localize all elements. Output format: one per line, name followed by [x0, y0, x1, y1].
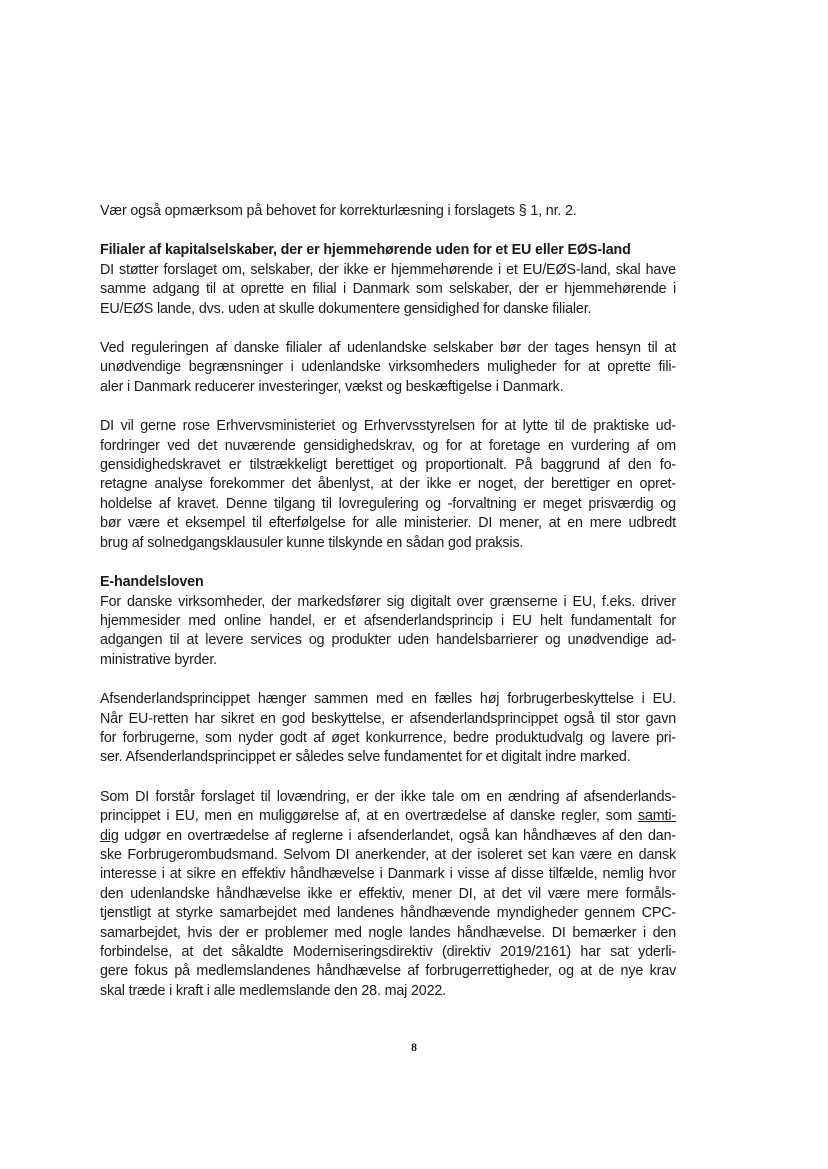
text-line: samarbejdet, hvis der er problemer med nogle landes håndhævelse. DI bemærker i den	[100, 924, 676, 941]
heading-text: Filialer af kapitalselskaber, der er hjemmehørende uden for et EU eller EØS-land	[100, 242, 631, 259]
text-line: EU/EØS lande, dvs. uden at skulle dokumentere gensidighed for danske filialer.	[100, 300, 592, 317]
text-line: unødvendige begrænsninger i udenlandske virksomheders muligheder for at oprette fili-	[100, 359, 676, 376]
text-line: DI vil gerne rose Erhvervsministeriet og Erhvervsstyrelsen for at lytte til de praktiske ud-	[100, 418, 676, 435]
heading-text: E-handelsloven	[100, 574, 204, 591]
text-segment: udgør en overtrædelse af reglerne i afsenderlandet, også kan håndhæves af den dan-	[118, 827, 676, 844]
text-line	[100, 827, 676, 846]
page-number: 8	[411, 1040, 417, 1054]
text-line: den udenlandske håndhævelse ikke er effektiv, mener DI, at det vil være mere formåls-	[100, 885, 676, 902]
paragraph-filialer-2	[100, 339, 676, 397]
text-line: holdelse af kravet. Denne tilgang til lovregulering og -forvaltning er meget prisværdig og	[100, 495, 676, 512]
text-line: skal træde i kraft i alle medlemslande den 28. maj 2022.	[100, 982, 447, 999]
underlined-word: samti-	[637, 808, 676, 825]
text-line: Som DI forstår forslaget til lovændring, er der ikke tale om en ændring af afsenderlands-	[100, 788, 676, 805]
text-line: Ved reguleringen af danske filialer af udenlandske selskaber bør der tages hensyn til at	[100, 340, 676, 357]
text-line: Når EU-retten har sikret en god beskyttelse, er afsenderlandsprincippet også til stor gavn	[100, 710, 676, 727]
text-line: hjemmesider med online handel, er et afsenderlandsprincip i EU helt fundamentalt for	[100, 612, 676, 629]
document-body	[100, 202, 676, 1001]
section-heading-filialer	[100, 241, 676, 260]
text-line: interesse i at sikre en effektiv håndhævelse i Danmark i visse af disse tilfælde, nemlig hvor	[100, 866, 676, 883]
paragraph-ehandel-3	[100, 788, 676, 1001]
text-segment: princippet i EU, men en muliggørelse af, at en overtrædelse af danske regler, som	[100, 808, 638, 825]
text-line: gere fokus på medlemslandenes håndhævelse af forbrugerrettigheder, og at de nye krav	[100, 963, 676, 980]
text-line: DI støtter forslaget om, selskaber, der ikke er hjemmehørende i et EU/EØS-land, skal have	[100, 261, 676, 278]
text-line: ministrative byrder.	[100, 651, 217, 668]
text-line	[100, 807, 676, 826]
intro-paragraph	[100, 202, 676, 221]
text-line: bør være et eksempel til efterfølgelse for alle ministerier. DI mener, at en mere udbredt	[100, 515, 676, 532]
text-line: aler i Danmark reducerer investeringer, vækst og beskæftigelse i Danmark.	[100, 378, 564, 395]
text-line: samme adgang til at oprette en filial i Danmark som selskaber, der er hjemmehørende i	[100, 281, 676, 298]
text-line: for forbrugerne, som nyder godt af øget konkurrence, bedre produktudvalg og lavere pri-	[100, 729, 676, 746]
intro-line: Vær også opmærksom på behovet for korrekturlæsning i forslagets § 1, nr. 2.	[100, 203, 577, 219]
paragraph-ehandel-1	[100, 593, 676, 671]
text-line: brug af solnedgangsklausuler kunne tilskynde en sådan god praksis.	[100, 534, 524, 551]
section-heading-ehandel	[100, 573, 676, 592]
text-line: tjenstligt at styrke samarbejdet med landenes håndhævende myndigheder gennem CPC-	[100, 905, 676, 922]
text-line: adgangen til at levere services og produkter uden handelsbarrierer og unødvendige ad-	[100, 632, 676, 649]
text-line: forbindelse, at det såkaldte Moderniseringsdirektiv (direktiv 2019/2161) har sat yderli-	[100, 944, 676, 960]
text-line: Afsenderlandsprincippet hænger sammen med en fælles høj forbrugerbeskyttelse i EU.	[100, 691, 676, 708]
paragraph-ehandel-2	[100, 690, 676, 768]
paragraph-filialer-1	[100, 261, 676, 319]
text-line: gensidighedskravet er tilstrækkeligt berettiget og proportionalt. På baggrund af den fo-	[100, 457, 676, 474]
paragraph-filialer-3	[100, 417, 676, 553]
text-line: ske Forbrugerombudsmand. Selvom DI anerkender, at der isoleret set kan være en dansk	[100, 846, 676, 863]
text-line: retagne analyse forekommer det åbenlyst, at der ikke er noget, der berettiger en opret-	[100, 476, 676, 493]
underlined-word: dig	[100, 827, 119, 844]
text-line: ser. Afsenderlandsprincippet er således selve fundamentet for et digitalt indre marked.	[100, 749, 631, 766]
text-line: For danske virksomheder, der markedsfører sig digitalt over grænserne i EU, f.eks. driver	[100, 593, 676, 610]
text-line: fordringer ved det nuværende gensidighedskrav, og for at foretage en vurdering af om	[100, 437, 676, 454]
